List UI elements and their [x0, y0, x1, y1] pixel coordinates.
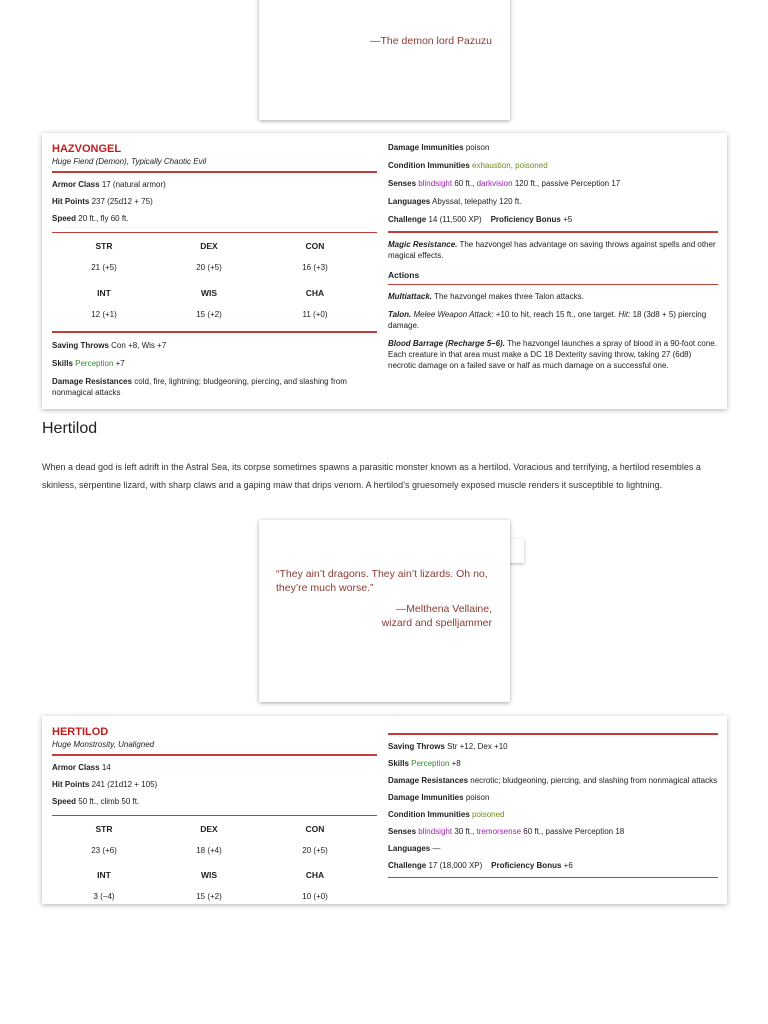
- mid-quote-line1: “They ain’t dragons. They ain’t lizards. Oh no,: [276, 568, 488, 580]
- sense-link[interactable]: blindsight: [418, 179, 453, 188]
- value: 14: [101, 762, 111, 772]
- ability-value: 15 (+2): [196, 892, 222, 901]
- value: 30 ft.,: [454, 826, 475, 836]
- value: 50 ft., climb 50 ft.: [78, 796, 140, 806]
- action-text: The hazvongel launches a spray of blood in a 90-foot cone. Each creature in that area must make a DC 18 Dexterity saving throw, taking 27 (6d8) necrotic damage on a failed save or half as much damage on a successful one.: [388, 338, 717, 370]
- value: poison: [465, 143, 490, 152]
- label: Saving Throws: [388, 741, 445, 751]
- divider: [52, 754, 377, 756]
- ability-label: STR: [95, 824, 113, 834]
- trait-text: The hazvongel has advantage on saving throws against spells and other magical effects.: [388, 239, 716, 260]
- hazvongel-speed: [52, 213, 377, 224]
- divider: [52, 171, 377, 173]
- ability-wis: [179, 870, 239, 902]
- ability-str: [74, 241, 134, 273]
- ability-con: [285, 241, 345, 273]
- hazvongel-condition-immunities: [388, 160, 718, 171]
- value: Abyssal, telepathy 120 ft.: [432, 197, 522, 206]
- value: +7: [115, 358, 125, 368]
- label: Challenge: [388, 860, 427, 870]
- sense-link[interactable]: darkvision: [476, 179, 513, 188]
- condition-link[interactable]: exhaustion: [472, 161, 511, 170]
- ability-label: INT: [97, 870, 111, 880]
- hazvongel-actions-title: Actions: [388, 269, 420, 280]
- value: 20 ft., fly 60 ft.: [78, 213, 129, 223]
- hertilod-left-column: [52, 716, 377, 906]
- label: Languages: [388, 843, 431, 853]
- ability-value: 20 (+5): [196, 263, 222, 272]
- hertilod-statblock: [42, 716, 727, 904]
- ability-int: [74, 288, 134, 320]
- label: Skills: [52, 358, 73, 368]
- condition-link[interactable]: poisoned: [515, 161, 548, 170]
- label: Proficiency Bonus: [491, 860, 562, 870]
- label: Saving Throws: [52, 340, 109, 350]
- ability-str: [74, 824, 134, 856]
- ability-wis: [179, 288, 239, 320]
- label: Damage Immunities: [388, 792, 464, 802]
- ability-con: [285, 824, 345, 856]
- hertilod-speed: [52, 796, 377, 807]
- value: Con +8, Wis +7: [111, 340, 167, 350]
- ability-value: 21 (+5): [91, 263, 117, 272]
- hazvongel-talon: [388, 309, 718, 331]
- hertilod-name: HERTILOD: [52, 726, 109, 738]
- ability-value: 10 (+0): [302, 892, 328, 901]
- value: 237 (25d12 + 75): [91, 196, 153, 206]
- divider: [388, 733, 718, 735]
- hazvongel-senses: [388, 178, 718, 189]
- separator: ,: [510, 161, 516, 170]
- ability-cha: [285, 288, 345, 320]
- ability-label: DEX: [200, 241, 218, 251]
- mid-quote-attribution-2: wizard and spelljammer: [381, 617, 492, 629]
- top-quote-card: [259, 0, 510, 120]
- label: Senses: [388, 826, 417, 836]
- divider: [388, 284, 718, 285]
- action-name: Blood Barrage (Recharge 5–6).: [388, 338, 505, 348]
- action-name: Talon.: [388, 309, 412, 319]
- value: 60 ft.,: [454, 179, 475, 188]
- hertilod-condition-immunities: [388, 809, 718, 820]
- hertilod-ability-scores: [52, 816, 377, 906]
- ability-value: 11 (+0): [302, 310, 328, 319]
- hazvongel-type: Huge Fiend (Demon), Typically Chaotic Evil: [52, 157, 207, 166]
- ability-int: [74, 870, 134, 902]
- value: Str +12, Dex +10: [447, 741, 508, 751]
- label: Skills: [388, 758, 409, 768]
- value: 17 (18,000 XP): [428, 860, 483, 870]
- value: +6: [563, 860, 573, 870]
- ability-label: STR: [95, 241, 113, 251]
- label: Damage Resistances: [388, 775, 469, 785]
- hertilod-right-column: [388, 716, 718, 878]
- value: cold, fire, lightning; bludgeoning, piercing, and slashing from nonmagical attacks: [52, 376, 347, 397]
- ability-value: 23 (+6): [91, 846, 117, 855]
- section-paragraph: When a dead god is left adrift in the Astral Sea, its corpse sometimes spawns a parasitic monster known as a hertilod. Voracious and terrifying, a hertilod resembles a skinless, serpentine lizard, with sharp claws and a gaping maw that drips venom. A hertilod’s gruesomely exposed muscle renders it susceptible to lightning.: [42, 462, 701, 490]
- value: 120 ft., passive Perception 17: [514, 179, 621, 188]
- action-text: +10 to hit, reach 15 ft., one target.: [495, 309, 617, 319]
- hazvongel-armor-class: [52, 179, 377, 190]
- ability-label: CHA: [305, 288, 325, 298]
- hazvongel-multiattack: [388, 291, 718, 302]
- hazvongel-challenge: [388, 214, 718, 225]
- ability-label: WIS: [200, 870, 218, 880]
- hazvongel-languages: [388, 196, 718, 207]
- label: Armor Class: [52, 762, 100, 772]
- hazvongel-damage-resistances: [52, 376, 377, 398]
- ability-value: 12 (+1): [91, 310, 117, 319]
- ability-label: CON: [305, 241, 325, 251]
- hertilod-saving-throws: [388, 741, 718, 752]
- ability-cha: [285, 870, 345, 902]
- value: poison: [465, 792, 490, 802]
- ability-value: 16 (+3): [302, 263, 328, 272]
- hazvongel-magic-resistance: [388, 239, 718, 261]
- label: Languages: [388, 197, 431, 206]
- hazvongel-right-column: [388, 133, 718, 371]
- label: Condition Immunities: [388, 809, 470, 819]
- hertilod-hit-points: [52, 779, 377, 790]
- sense-link[interactable]: blindsight: [418, 826, 453, 836]
- ability-value: 3 (−4): [93, 892, 115, 901]
- ability-dex: [179, 241, 239, 273]
- hazvongel-hit-points: [52, 196, 377, 207]
- hit-label: Hit:: [618, 309, 631, 319]
- hertilod-challenge: [388, 860, 718, 871]
- section-title: Hertilod: [42, 420, 98, 437]
- label: Armor Class: [52, 179, 100, 189]
- top-quote-attribution: —The demon lord Pazuzu: [370, 35, 492, 47]
- hertilod-senses: [388, 826, 718, 837]
- value: 241 (21d12 + 105): [91, 779, 158, 789]
- hazvongel-blood-barrage: [388, 338, 718, 371]
- hazvongel-left-column: [52, 133, 377, 398]
- label: Condition Immunities: [388, 161, 470, 170]
- sense-link[interactable]: tremorsense: [476, 826, 522, 836]
- label: Proficiency Bonus: [490, 215, 561, 224]
- divider: [388, 231, 718, 233]
- hertilod-armor-class: [52, 762, 377, 773]
- ability-label: CON: [305, 824, 325, 834]
- hertilod-damage-immunities: [388, 792, 718, 803]
- label: Hit Points: [52, 196, 90, 206]
- label: Damage Immunities: [388, 143, 464, 152]
- hertilod-skills: [388, 758, 718, 769]
- condition-link[interactable]: poisoned: [472, 809, 505, 819]
- hazvongel-name: HAZVONGEL: [52, 143, 122, 155]
- ability-value: 18 (+4): [196, 846, 222, 855]
- action-text: The hazvongel makes three Talon attacks.: [434, 291, 584, 301]
- mid-quote-line2: they’re much worse.”: [276, 582, 374, 594]
- hertilod-type: Huge Monstrosity, Unaligned: [52, 740, 155, 749]
- value: +5: [563, 215, 573, 224]
- action-name: Multiattack.: [388, 291, 433, 301]
- value: +8: [451, 758, 461, 768]
- value: 60 ft., passive Perception 18: [523, 826, 625, 836]
- trait-name: Magic Resistance.: [388, 239, 458, 249]
- skill-link[interactable]: Perception: [411, 758, 450, 768]
- label: Challenge: [388, 215, 427, 224]
- ability-label: DEX: [200, 824, 218, 834]
- mid-quote-card: [259, 520, 510, 702]
- action-type: Melee Weapon Attack:: [413, 309, 494, 319]
- hertilod-damage-resistances: [388, 775, 718, 786]
- hazvongel-statblock: [42, 133, 727, 409]
- value: 17 (natural armor): [101, 179, 166, 189]
- label: Hit Points: [52, 779, 90, 789]
- ability-dex: [179, 824, 239, 856]
- ability-label: CHA: [305, 870, 325, 880]
- hazvongel-ability-scores: [52, 233, 377, 323]
- ability-value: 15 (+2): [196, 310, 222, 319]
- hazvongel-skills: [52, 358, 377, 369]
- skill-link[interactable]: Perception: [75, 358, 114, 368]
- ability-value: 20 (+5): [302, 846, 328, 855]
- divider: [388, 877, 718, 879]
- value: necrotic; bludgeoning, piercing, and slashing from nonmagical attacks: [470, 775, 718, 785]
- label: Damage Resistances: [52, 376, 133, 386]
- ability-label: WIS: [200, 288, 218, 298]
- action-text: 18 (3d8 + 5) piercing damage.: [388, 309, 707, 330]
- mid-quote-attribution-1: —Melthena Vellaine,: [395, 603, 492, 615]
- value: —: [432, 843, 441, 853]
- value: 14 (11,500 XP): [428, 215, 482, 224]
- hazvongel-damage-immunities: [388, 142, 718, 153]
- label: Speed: [52, 213, 77, 223]
- divider: [52, 331, 377, 333]
- hazvongel-saving-throws: [52, 340, 377, 351]
- label: Senses: [388, 179, 417, 188]
- label: Speed: [52, 796, 77, 806]
- ability-label: INT: [97, 288, 111, 298]
- hertilod-languages: [388, 843, 718, 854]
